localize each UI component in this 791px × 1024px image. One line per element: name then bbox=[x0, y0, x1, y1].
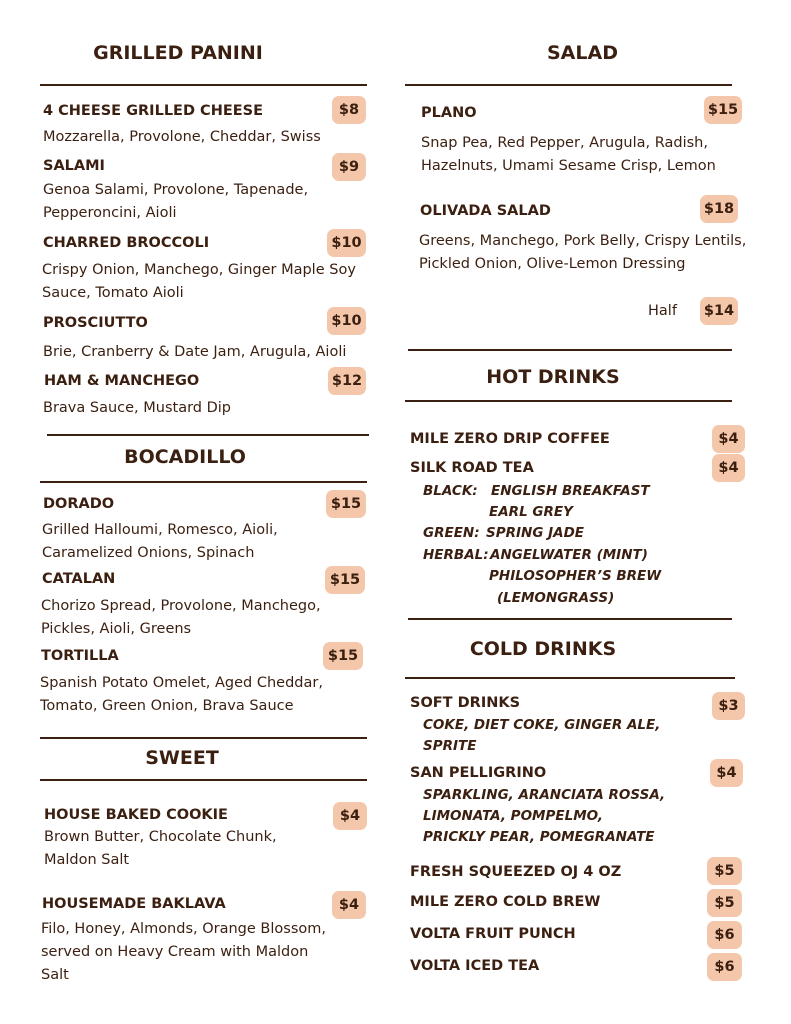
tea-option-label: GREEN: bbox=[423, 525, 480, 541]
section-title-grilled-panini: GRILLED PANINI bbox=[93, 42, 263, 64]
item-name-ham-manchego: HAM & MANCHEGO bbox=[44, 373, 200, 389]
drink-options: LIMONATA, POMPELMO, bbox=[423, 808, 603, 824]
item-name-dorado: DORADO bbox=[43, 496, 115, 512]
item-name-san-pelligrino: SAN PELLIGRINO bbox=[410, 765, 547, 781]
section-title-cold-drinks: COLD DRINKS bbox=[469, 638, 617, 660]
item-name-drip-coffee: MILE ZERO DRIP COFFEE bbox=[410, 431, 610, 447]
item-name-silk-road-tea: SILK ROAD TEA bbox=[410, 460, 534, 476]
item-description: Crispy Onion, Manchego, Ginger Maple Soy Sauce, Tomato Aioli bbox=[42, 262, 356, 301]
tea-option: ENGLISH BREAKFAST bbox=[491, 483, 650, 499]
divider bbox=[408, 618, 732, 620]
drink-options: SPARKLING, ARANCIATA ROSSA, bbox=[423, 787, 666, 803]
drink-options: COKE, DIET COKE, GINGER ALE, bbox=[423, 717, 661, 733]
divider bbox=[40, 84, 367, 86]
item-name-iced-tea: VOLTA ICED TEA bbox=[410, 958, 540, 974]
price-badge: $15 bbox=[326, 490, 366, 518]
price-badge: $12 bbox=[328, 367, 366, 395]
price-badge: $4 bbox=[332, 891, 366, 919]
section-title-salad: SALAD bbox=[547, 42, 618, 64]
tea-option: SPRING JADE bbox=[486, 525, 585, 541]
divider bbox=[40, 481, 367, 483]
item-description: Grilled Halloumi, Romesco, Aioli, Caramelized Onions, Spinach bbox=[42, 522, 278, 561]
price-badge: $4 bbox=[710, 759, 743, 787]
price-badge: $4 bbox=[333, 802, 367, 830]
tea-option: EARL GREY bbox=[489, 504, 573, 520]
item-name-fresh-oj: FRESH SQUEEZED OJ 4 OZ bbox=[410, 864, 622, 880]
price-badge: $4 bbox=[712, 454, 745, 482]
tea-option: PHILOSOPHER’S BREW bbox=[489, 568, 662, 584]
item-description: Genoa Salami, Provolone, Tapenade, Pepperoncini, Aioli bbox=[43, 182, 309, 221]
tea-option: ANGELWATER (MINT) bbox=[490, 547, 648, 563]
item-name-charred-broccoli: CHARRED BROCCOLI bbox=[43, 235, 210, 251]
item-description: Snap Pea, Red Pepper, Arugula, Radish, Hazelnuts, Umami Sesame Crisp, Lemon bbox=[421, 135, 716, 174]
item-description: Brava Sauce, Mustard Dip bbox=[43, 400, 232, 416]
item-name-olivada-salad: OLIVADA SALAD bbox=[420, 203, 551, 219]
item-name-tortilla: TORTILLA bbox=[41, 648, 119, 664]
tea-option-label: BLACK: bbox=[423, 483, 478, 499]
price-badge: $6 bbox=[707, 921, 742, 949]
item-description: Filo, Honey, Almonds, Orange Blossom, served on Heavy Cream with Maldon Salt bbox=[41, 921, 326, 983]
divider bbox=[40, 779, 367, 781]
section-title-sweet: SWEET bbox=[145, 747, 219, 769]
price-badge: $15 bbox=[325, 566, 365, 594]
item-description: Mozzarella, Provolone, Cheddar, Swiss bbox=[43, 129, 321, 145]
item-description: Greens, Manchego, Pork Belly, Crispy Lentils, Pickled Onion, Olive-Lemon Dressing bbox=[419, 233, 747, 272]
item-description: Brie, Cranberry & Date Jam, Arugula, Aioli bbox=[43, 344, 347, 360]
drink-options: PRICKLY PEAR, POMEGRANATE bbox=[423, 829, 655, 845]
price-badge: $5 bbox=[707, 889, 742, 917]
item-name-prosciutto: PROSCIUTTO bbox=[43, 315, 148, 331]
price-badge: $10 bbox=[327, 229, 366, 257]
item-description: Spanish Potato Omelet, Aged Cheddar, Tomato, Green Onion, Brava Sauce bbox=[40, 675, 323, 714]
price-badge: $4 bbox=[712, 425, 745, 453]
divider bbox=[408, 349, 732, 351]
price-badge: $5 bbox=[707, 857, 742, 885]
tea-option: (LEMONGRASS) bbox=[497, 590, 615, 606]
item-name-fruit-punch: VOLTA FRUIT PUNCH bbox=[410, 926, 576, 942]
item-name-soft-drinks: SOFT DRINKS bbox=[410, 695, 521, 711]
divider bbox=[405, 400, 732, 402]
divider bbox=[40, 737, 367, 739]
drink-options: SPRITE bbox=[423, 738, 477, 754]
price-badge: $18 bbox=[700, 195, 738, 223]
section-title-hot-drinks: HOT DRINKS bbox=[486, 366, 620, 388]
item-name-house-baked-cookie: HOUSE BAKED COOKIE bbox=[44, 807, 228, 823]
section-title-bocadillo: BOCADILLO bbox=[124, 446, 246, 468]
half-label: Half bbox=[648, 303, 677, 319]
price-badge: $3 bbox=[712, 692, 745, 720]
item-name-catalan: CATALAN bbox=[42, 571, 116, 587]
divider bbox=[405, 84, 732, 86]
item-name-4-cheese: 4 CHEESE GRILLED CHEESE bbox=[43, 103, 263, 119]
item-name-plano: PLANO bbox=[421, 105, 477, 121]
price-badge: $8 bbox=[332, 96, 366, 124]
price-badge: $10 bbox=[327, 307, 366, 335]
price-badge: $15 bbox=[704, 96, 742, 124]
divider bbox=[47, 434, 369, 436]
item-name-housemade-baklava: HOUSEMADE BAKLAVA bbox=[42, 896, 226, 912]
item-description: Brown Butter, Chocolate Chunk, Maldon Salt bbox=[44, 829, 277, 868]
item-name-cold-brew: MILE ZERO COLD BREW bbox=[410, 894, 601, 910]
price-badge: $15 bbox=[323, 642, 363, 670]
tea-option-label: HERBAL: bbox=[423, 547, 489, 563]
item-description: Chorizo Spread, Provolone, Manchego, Pickles, Aioli, Greens bbox=[41, 598, 321, 637]
item-name-salami: SALAMI bbox=[43, 158, 105, 174]
price-badge: $9 bbox=[332, 153, 366, 181]
price-badge-half: $14 bbox=[700, 297, 738, 325]
divider bbox=[405, 677, 735, 679]
price-badge: $6 bbox=[707, 953, 742, 981]
